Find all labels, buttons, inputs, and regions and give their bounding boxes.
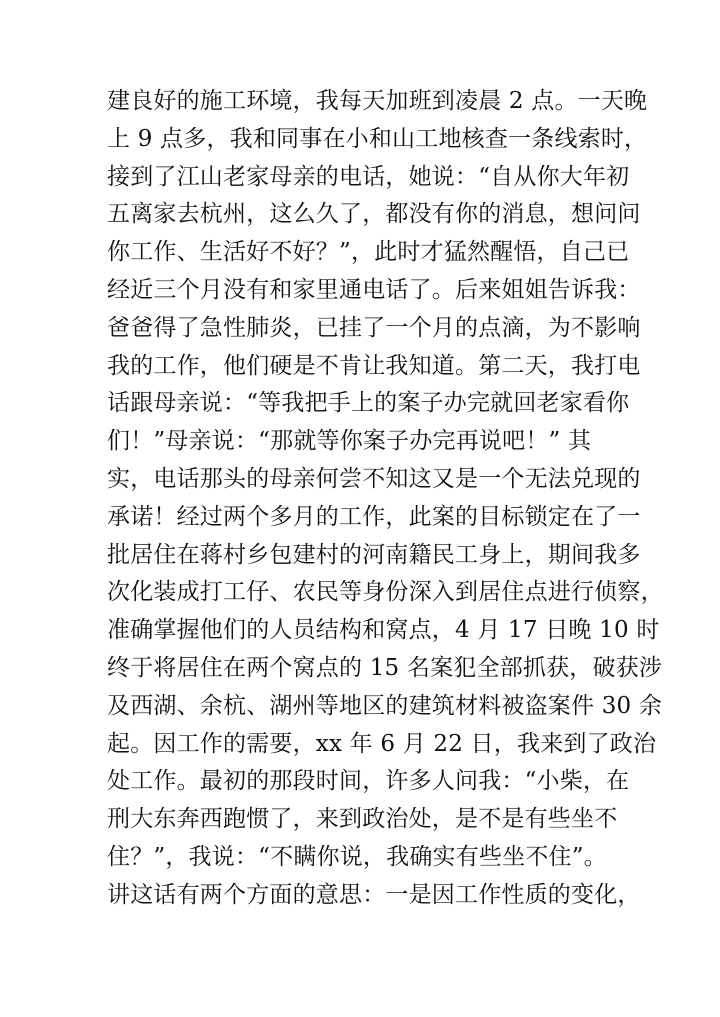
text-line: 及西湖、余杭、湖州等地区的建筑材料被盗案件 30 余 [107, 692, 663, 719]
text-line: 你工作、生活好不好？”，此时才猛然醒悟，自己已 [107, 239, 630, 266]
text-line: 终于将居住在两个窝点的 15 名案犯全部抓获，破获涉 [107, 654, 663, 681]
text-line: 上 9 点多，我和同事在小和山工地核查一条线索时， [107, 125, 648, 152]
text-line: 爸爸得了急性肺炎，已挂了一个月的点滴，为不影响 [107, 314, 641, 341]
text-line: 五离家去杭州，这么久了，都没有你的消息，想问问 [107, 201, 641, 228]
text-line: 起。因工作的需要，xx 年 6 月 22 日，我来到了政治 [107, 730, 657, 757]
text-line: 接到了江山老家母亲的电话，她说：“自从你大年初 [107, 163, 630, 190]
text-line: 承诺！经过两个多月的工作，此案的目标锁定在了一 [107, 503, 641, 530]
text-line: 们！”母亲说：“那就等你案子办完再说吧！” 其 [107, 428, 592, 455]
text-line: 建良好的施工环境，我每天加班到凌晨 2 点。一天晚 [107, 88, 648, 114]
text-line: 住？”，我说：“不瞒你说，我确实有些坐不住”。 [107, 843, 607, 870]
text-line: 讲这话有两个方面的意思：一是因工作性质的变化， [107, 881, 641, 908]
text-line: 话跟母亲说：“等我把手上的案子办完就回老家看你 [107, 390, 630, 417]
text-line: 批居住在蒋村乡包建村的河南籍民工身上，期间我多 [107, 541, 641, 568]
text-line: 实，电话那头的母亲何尝不知这又是一个无法兑现的 [107, 465, 641, 492]
text-line: 经近三个月没有和家里通电话了。后来姐姐告诉我： [107, 276, 641, 303]
text-line: 准确掌握他们的人员结构和窝点，4 月 17 日晚 10 时 [107, 617, 660, 644]
text-line: 刑大东奔西跑惯了，来到政治处，是不是有些坐不 [107, 806, 618, 833]
text-line: 我的工作，他们硬是不肯让我知道。第二天，我打电 [107, 352, 641, 379]
text-line: 次化装成打工仔、农民等身份深入到居住点进行侦察， [107, 579, 664, 606]
text-line: 处工作。最初的那段时间，许多人问我：“小柴，在 [107, 768, 630, 795]
body-text [107, 83, 664, 915]
